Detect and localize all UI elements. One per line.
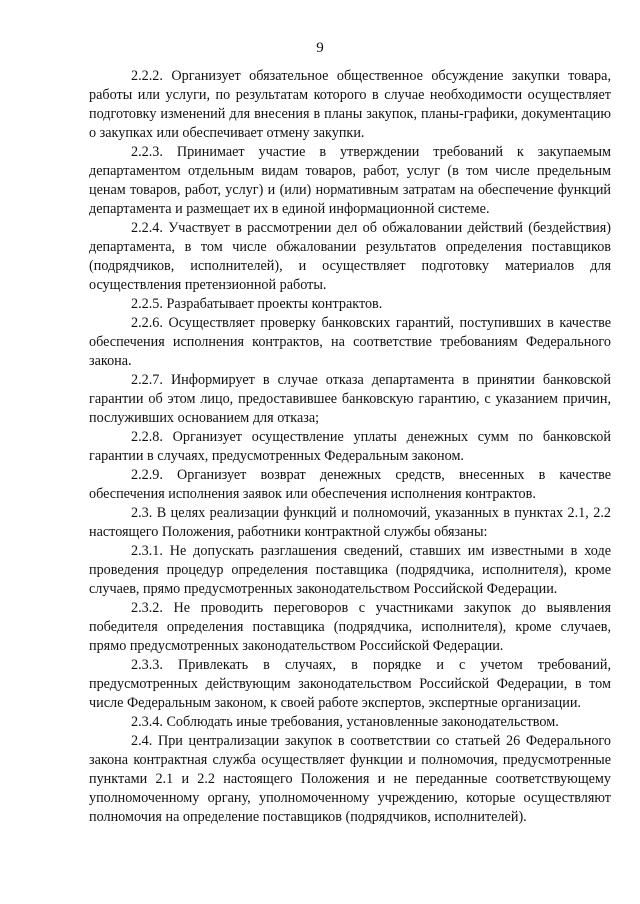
paragraph-2-2-4: 2.2.4. Участвует в рассмотрении дел об обжаловании действий (бездействия) департамента, в том числе обжаловании результатов определения поставщиков (подрядчиков, исполнителей), и осуществляет подготовку материалов для осуществления претензионной работы. xyxy=(89,220,611,293)
paragraph-2-2-9: 2.2.9. Организует возврат денежных средств, внесенных в качестве обеспечения исполнения заявок или обеспечения исполнения контрактов. xyxy=(89,467,611,502)
paragraph-2-2-2: 2.2.2. Организует обязательное общественное обсуждение закупки товара, работы или услуги, по результатам которого в случае необходимости осуществляет подготовку изменений для внесения в планы закупок, планы-графики, документацию о закупках или обеспечивает отмену закупки. xyxy=(89,68,611,141)
paragraph-2-2-6: 2.2.6. Осуществляет проверку банковских гарантий, поступивших в качестве обеспечения исполнения контрактов, на соответствие требованиям Федерального закона. xyxy=(89,315,611,369)
paragraph-2-4: 2.4. При централизации закупок в соответствии со статьей 26 Федерального закона контрактная служба осуществляет функции и полномочия, предусмотренные пунктами 2.1 и 2.2 настоящего Положения и не переданные соответствующему уполномоченному органу, уполномоченному учреждению, которые осуществляют полномочия на определение поставщиков (подрядчиков, исполнителей). xyxy=(89,733,611,825)
document-body xyxy=(89,67,611,827)
paragraph-2-2-7: 2.2.7. Информирует в случае отказа департамента в принятии банковской гарантии об этом лицо, предоставившее банковскую гарантию, с указанием причин, послуживших основанием для отказа; xyxy=(89,372,611,426)
paragraph-2-3-3: 2.3.3. Привлекать в случаях, в порядке и с учетом требований, предусмотренных действующим законодательством Российской Федерации, в том числе Федеральным законом, к своей работе экспертов, экспертные организации. xyxy=(89,657,611,711)
paragraph-2-2-5: 2.2.5. Разрабатывает проекты контрактов. xyxy=(131,296,383,312)
paragraph-2-3-1: 2.3.1. Не допускать разглашения сведений, ставших им известными в ходе проведения процедур определения поставщика (подрядчика, исполнителя), кроме случаев, прямо предусмотренных законодательством Российской Федерации. xyxy=(89,543,611,597)
paragraph-2-3-2: 2.3.2. Не проводить переговоров с участниками закупок до выявления победителя определения поставщика (подрядчика, исполнителя), кроме случаев, прямо предусмотренных законодательством Российской Федерации. xyxy=(89,600,611,654)
paragraph-2-2-3: 2.2.3. Принимает участие в утверждении требований к закупаемым департаментом отдельным видам товаров, работ, услуг (в том числе предельным ценам товаров, работ, услуг) и (или) нормативным затратам на обеспечение функций департамента и размещает их в единой информационной системе. xyxy=(89,144,611,217)
paragraph-2-2-8: 2.2.8. Организует осуществление уплаты денежных сумм по банковской гарантии в случаях, предусмотренных Федеральным законом. xyxy=(89,429,611,464)
page-number: 9 xyxy=(316,40,324,56)
paragraph-2-3-4: 2.3.4. Соблюдать иные требования, установленные законодательством. xyxy=(131,714,559,730)
paragraph-2-3: 2.3. В целях реализации функций и полномочий, указанных в пунктах 2.1, 2.2 настоящего Положения, работники контрактной службы обязаны: xyxy=(89,505,611,540)
